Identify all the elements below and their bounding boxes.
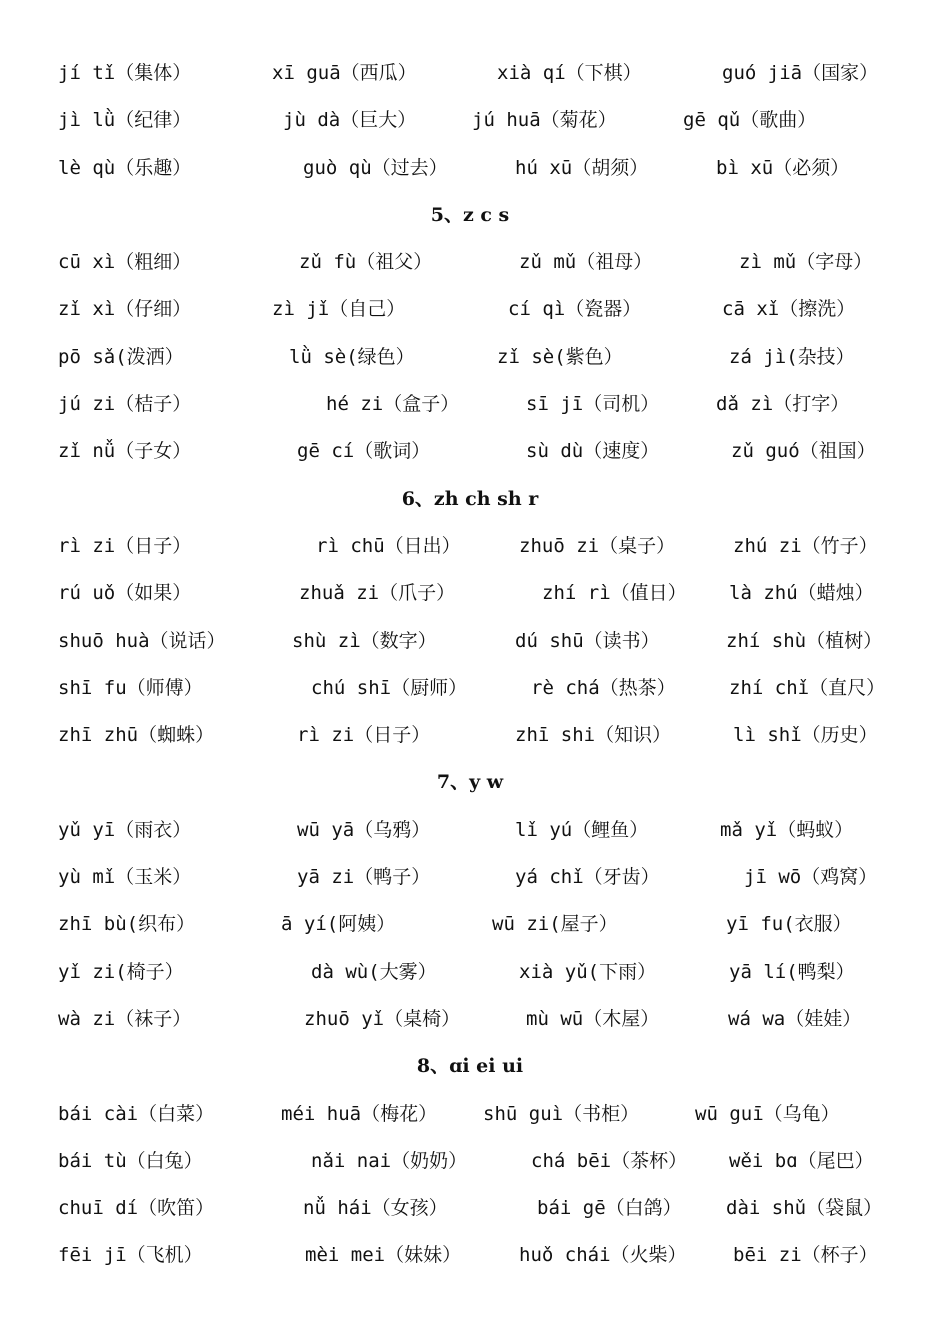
word-row xyxy=(0,239,950,286)
word-item: bēi zi（杯子） xyxy=(733,1244,878,1267)
word-item: zhuǎ zi（爪子） xyxy=(299,582,456,605)
word-item: wà zi（袜子） xyxy=(58,1007,192,1030)
word-item: ā yí(阿姨） xyxy=(281,913,396,936)
word-row xyxy=(0,286,950,333)
word-row xyxy=(0,618,950,665)
word-item: shī fu（师傅） xyxy=(58,676,203,699)
word-item: zhuō zi（桌子） xyxy=(519,534,676,557)
word-item: xī guā（西瓜） xyxy=(272,62,417,84)
word-item: là zhú（蜡烛） xyxy=(729,582,874,605)
word-item: lǐ yú（鲤鱼） xyxy=(515,818,649,841)
word-item: lǜ sè(绿色） xyxy=(289,345,415,368)
word-item: méi huā（梅花） xyxy=(281,1102,438,1125)
word-item: wū zi(屋子） xyxy=(492,913,618,936)
word-item: chuī dí（吹笛） xyxy=(58,1197,215,1220)
word-item: dú shū（读书） xyxy=(515,629,660,652)
word-item: zhuō yǐ（桌椅） xyxy=(304,1007,461,1030)
word-item: huǒ chái（火柴） xyxy=(519,1244,687,1267)
word-item: bái cài（白菜） xyxy=(58,1102,215,1125)
word-item: rì chū（日出） xyxy=(316,534,461,557)
word-item: wū yā（乌鸦） xyxy=(297,818,431,841)
word-item: cā xǐ（擦洗） xyxy=(722,298,856,321)
word-item: mèi mei（妹妹） xyxy=(305,1244,462,1267)
section-ai-ei-ui xyxy=(0,1043,950,1279)
word-item: fēi jī（飞机） xyxy=(58,1244,203,1267)
word-item: zhú zi（竹子） xyxy=(733,534,878,557)
word-item: zǐ sè(紫色） xyxy=(497,345,623,368)
word-item: mǎ yǐ（蚂蚁） xyxy=(720,818,854,841)
word-row xyxy=(0,570,950,617)
word-item: zhī bù(织布） xyxy=(58,913,196,936)
word-item: chá bēi（茶杯） xyxy=(531,1149,688,1172)
word-row xyxy=(0,712,950,759)
word-item: cū xì（粗细） xyxy=(58,251,192,274)
word-item: xià qí（下棋） xyxy=(497,62,642,84)
word-item: jī wō（鸡窝） xyxy=(744,866,878,889)
word-row xyxy=(0,807,950,854)
word-item: wá wa（娃娃） xyxy=(728,1007,862,1030)
word-item: rì zi（日子） xyxy=(297,724,431,747)
word-item: guó jiā（国家） xyxy=(722,62,879,84)
section-y-w xyxy=(0,759,950,1043)
word-item: zhí rì（值日） xyxy=(542,582,687,605)
word-row xyxy=(0,50,950,97)
word-item: shuō huà（说话） xyxy=(58,629,226,652)
word-item: jú huā（菊花） xyxy=(472,109,617,132)
word-item: shū guì（书柜） xyxy=(483,1102,640,1125)
section-heading: 7、y w xyxy=(436,771,504,794)
word-row xyxy=(0,334,950,381)
word-row xyxy=(0,949,950,996)
word-item: jì lǜ（纪律） xyxy=(58,109,192,132)
word-row xyxy=(0,97,950,144)
word-item: dài shǔ（袋鼠） xyxy=(726,1197,883,1220)
word-item: zǔ guó（祖国） xyxy=(731,440,876,463)
word-row xyxy=(0,665,950,712)
word-row xyxy=(0,381,950,428)
word-item: lè qù（乐趣） xyxy=(58,156,192,179)
section-heading: 6、zh ch sh r xyxy=(401,487,539,510)
word-item: zhí chǐ（直尺） xyxy=(729,676,886,699)
word-item: zhī shi（知识） xyxy=(515,724,672,747)
word-item: wū guī（乌龟） xyxy=(695,1102,840,1125)
word-item: zhí shù（植树） xyxy=(726,629,883,652)
word-item: zá jì(杂技） xyxy=(729,345,855,368)
word-row xyxy=(0,1185,950,1232)
section-heading: 5、z c s xyxy=(430,203,510,226)
word-item: mù wū（木屋） xyxy=(526,1007,660,1030)
word-item: yǐ zi(椅子） xyxy=(58,960,184,983)
section-zh-ch-sh-r xyxy=(0,476,950,760)
word-item: gē qǔ（歌曲） xyxy=(683,109,817,132)
section-continuation xyxy=(0,50,950,192)
word-item: yā lí(鸭梨） xyxy=(729,960,855,983)
word-item: rì zi（日子） xyxy=(58,534,192,557)
word-item: zǐ xì（仔细） xyxy=(58,298,192,321)
word-item: zì mǔ（字母） xyxy=(739,251,873,274)
word-item: chú shī（厨师） xyxy=(311,676,468,699)
word-item: yǔ yī（雨衣） xyxy=(58,818,192,841)
word-item: lì shǐ（历史） xyxy=(733,724,878,747)
word-row xyxy=(0,901,950,948)
word-item: xià yǔ(下雨） xyxy=(519,960,657,983)
word-item: pō sǎ(泼洒） xyxy=(58,345,184,368)
word-item: dà wù(大雾） xyxy=(311,960,437,983)
word-item: yā zi（鸭子） xyxy=(297,866,431,889)
word-row xyxy=(0,1091,950,1138)
word-item: zǔ mǔ（祖母） xyxy=(519,251,653,274)
word-item: yī fu(衣服） xyxy=(726,913,852,936)
section-z-c-s xyxy=(0,192,950,476)
word-item: yá chǐ（牙齿） xyxy=(515,866,660,889)
word-item: rè chá（热茶） xyxy=(531,676,676,699)
word-item: rú uǒ（如果） xyxy=(58,582,192,605)
word-item: sī jī（司机） xyxy=(526,393,660,416)
word-item: cí qì（瓷器） xyxy=(508,298,642,321)
word-item: hú xū（胡须） xyxy=(515,156,649,179)
word-row xyxy=(0,1232,950,1279)
word-row xyxy=(0,428,950,475)
word-item: nǚ hái（女孩） xyxy=(303,1197,448,1220)
word-item: zǐ nǚ（子女） xyxy=(58,440,192,463)
word-item: hé zi（盒子） xyxy=(326,393,460,416)
word-row xyxy=(0,523,950,570)
word-item: sù dù（速度） xyxy=(526,440,660,463)
pinyin-worksheet xyxy=(0,50,950,1280)
word-item: shù zì（数字） xyxy=(292,629,437,652)
word-item: jú zi（桔子） xyxy=(58,393,192,416)
word-item: gē cí（歌词） xyxy=(297,440,431,463)
word-item: zǔ fù（祖父） xyxy=(299,251,433,274)
word-item: dǎ zì（打字） xyxy=(716,393,850,416)
word-item: guò qù（过去） xyxy=(303,156,448,179)
word-item: yù mǐ（玉米） xyxy=(58,866,192,889)
word-item: bái tù（白兔） xyxy=(58,1149,203,1172)
word-row xyxy=(0,1138,950,1185)
word-item: jí tǐ（集体） xyxy=(58,62,192,84)
word-item: jù dà（巨大） xyxy=(283,109,417,132)
word-item: nǎi nai（奶奶） xyxy=(311,1149,468,1172)
word-item: zì jǐ（自己） xyxy=(272,298,406,321)
section-heading: 8、ɑi ei ui xyxy=(416,1055,524,1078)
word-row xyxy=(0,996,950,1043)
word-item: zhī zhū（蜘蛛） xyxy=(58,724,215,747)
word-item: bái gē（白鸽） xyxy=(537,1197,682,1220)
word-row xyxy=(0,854,950,901)
word-item: wěi bɑ（尾巴） xyxy=(729,1149,874,1172)
word-item: bì xū（必须） xyxy=(716,156,850,179)
word-row xyxy=(0,145,950,192)
